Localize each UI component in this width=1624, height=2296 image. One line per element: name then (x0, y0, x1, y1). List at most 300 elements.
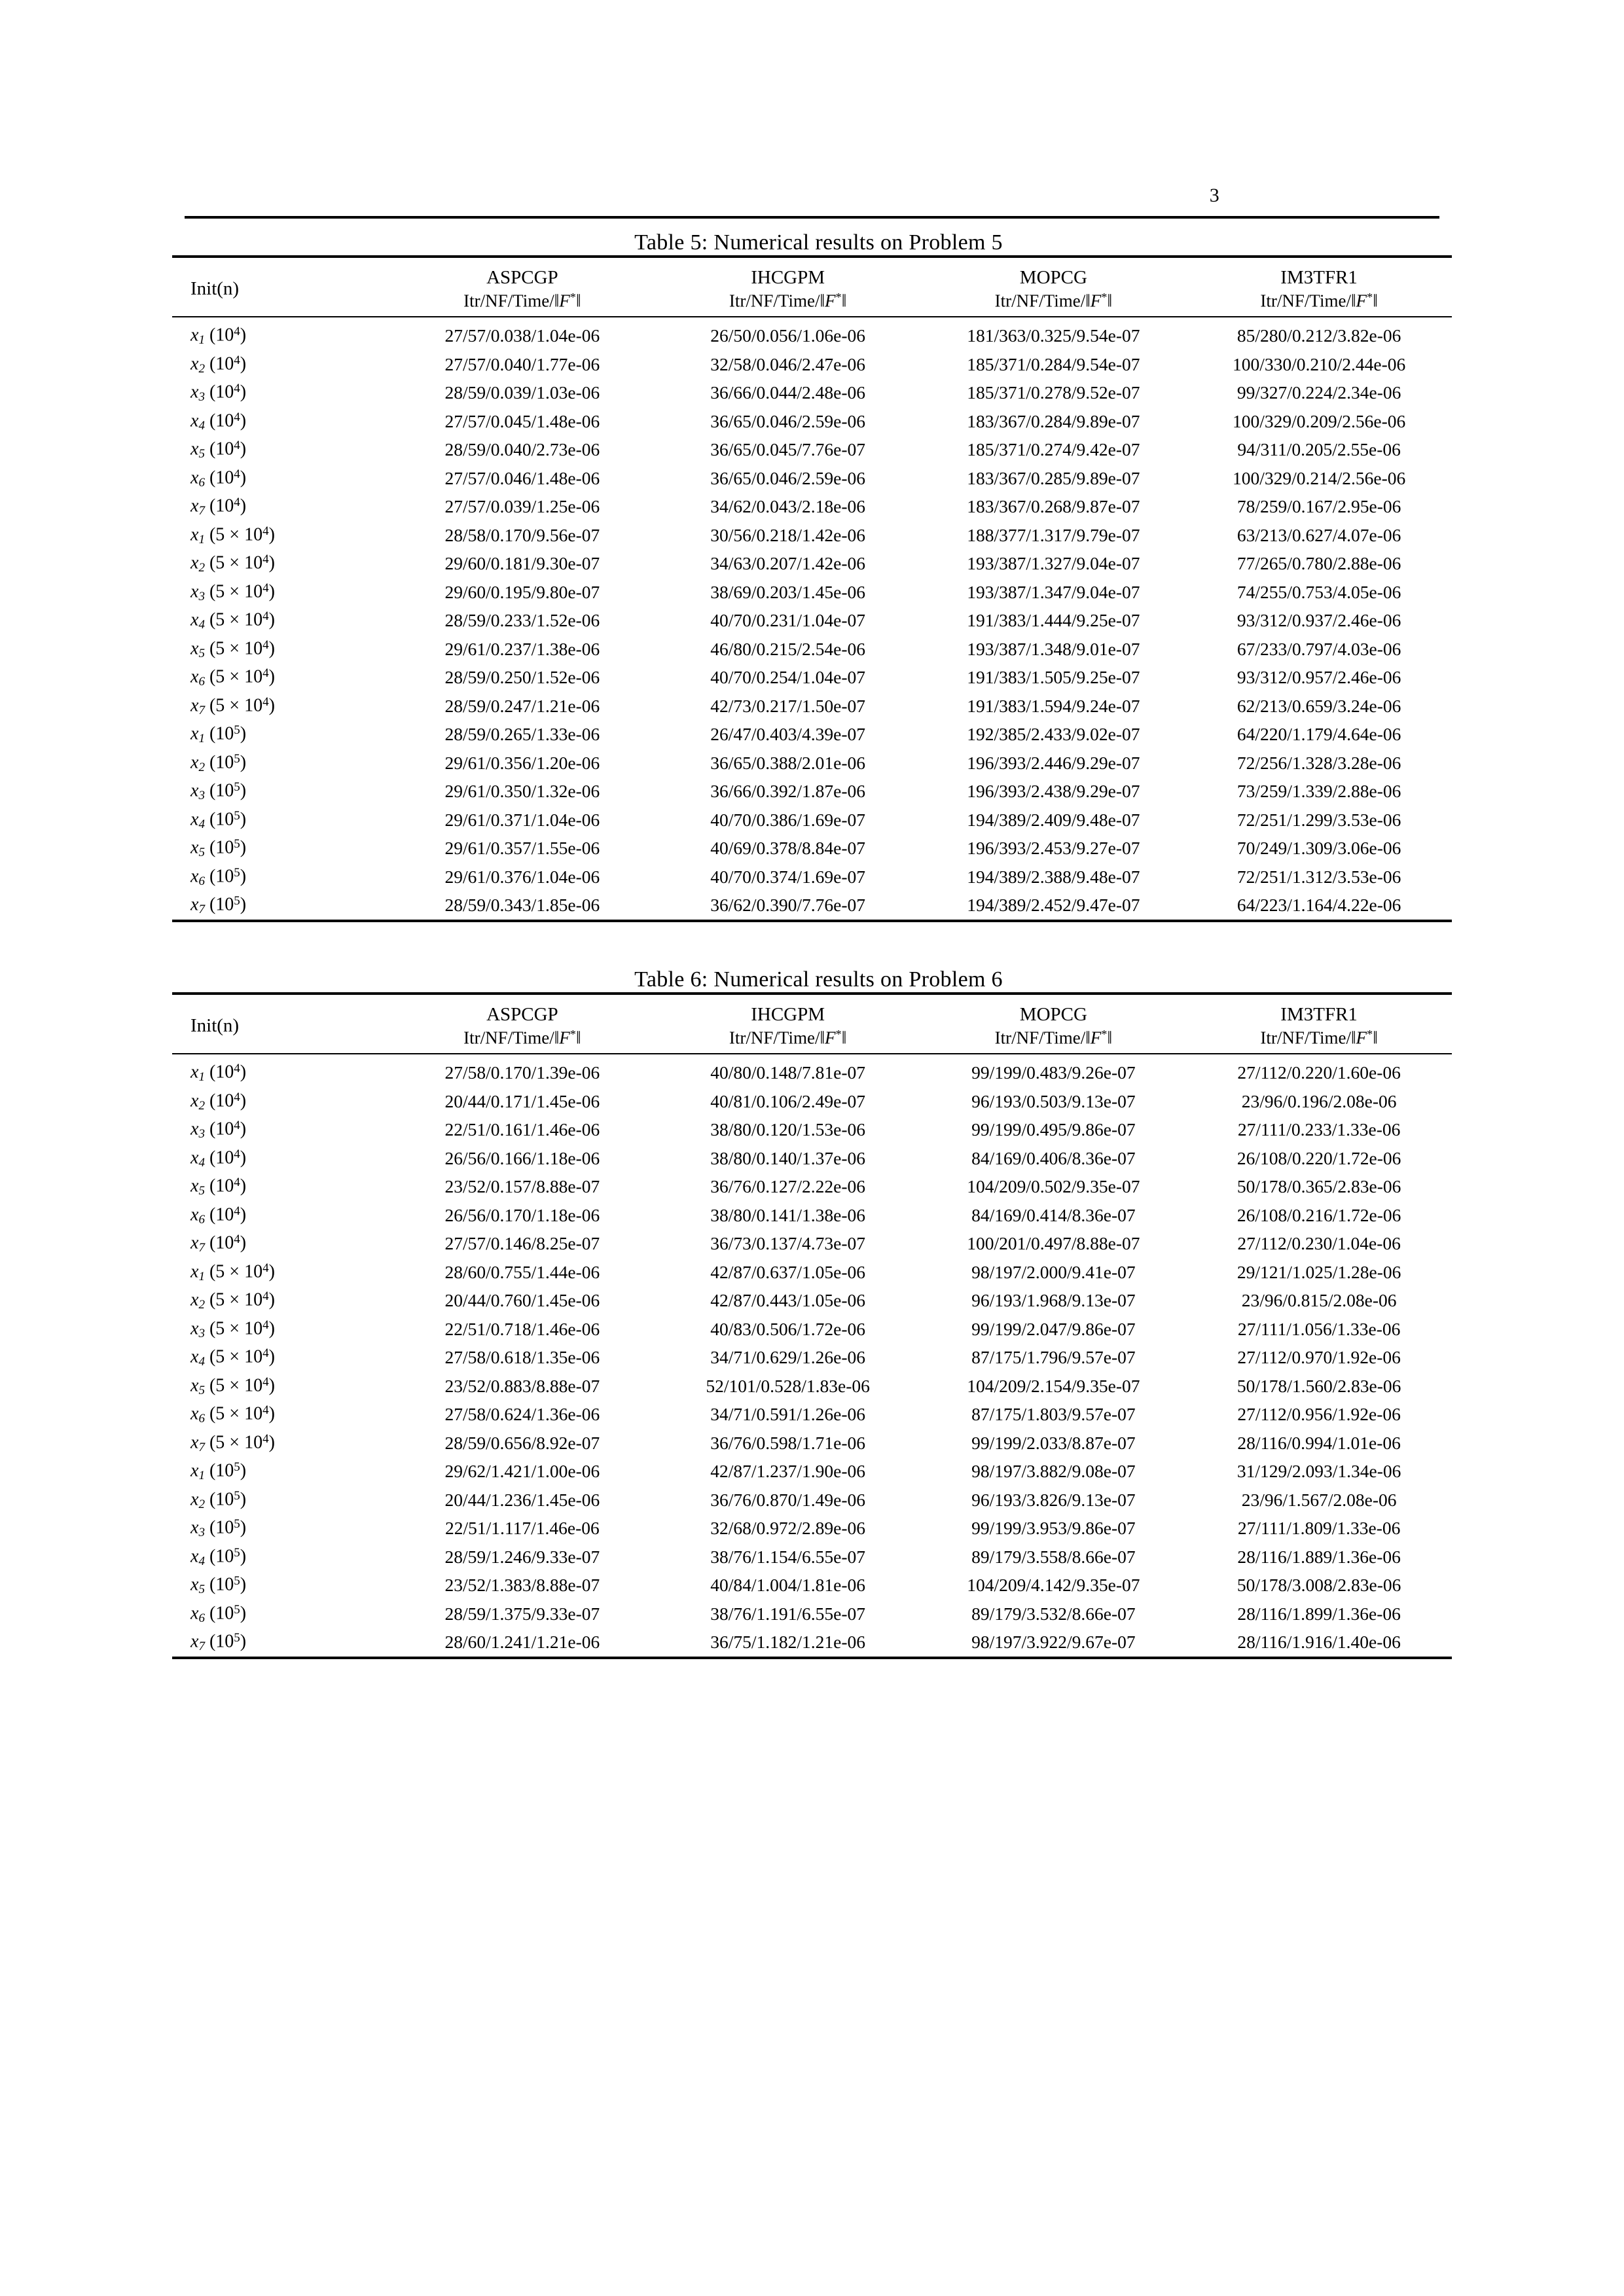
header-row-algorithms (172, 999, 1452, 1026)
table-row (172, 891, 1452, 921)
column-header-aspcgp: ASPCGP (486, 267, 558, 288)
rule-cell (389, 317, 655, 321)
table-5-block (0, 230, 1624, 926)
table-row (172, 806, 1452, 834)
row-label: $x_2$ $(10^4)$ (190, 1090, 247, 1113)
table-row (172, 1172, 1452, 1201)
row-label: $x_1$ $(5 \times 10^4)$ (190, 524, 275, 547)
row-label: $x_7$ $(10^5)$ (190, 1631, 247, 1653)
table-row (172, 1457, 1452, 1486)
row-label: $x_6$ $(10^4)$ (190, 1204, 247, 1227)
column-metric-label: Itr/NF/Time/‖F*‖ (1260, 1028, 1378, 1048)
table-mid-rule (172, 1054, 1452, 1058)
result-cell-aspcgp: 22/51/0.718/1.46e-06 (444, 1318, 600, 1339)
result-cell-aspcgp: 29/60/0.181/9.30e-07 (444, 553, 600, 574)
rule-cell (655, 1658, 921, 1663)
result-cell-aspcgp: 27/57/0.040/1.77e-06 (444, 353, 600, 374)
column-header-mopcg: MOPCG (1019, 267, 1087, 288)
result-cell-aspcgp: 22/51/1.117/1.46e-06 (444, 1518, 600, 1539)
result-cell-ihcgpm: 40/69/0.378/8.84e-07 (710, 838, 866, 859)
table-row (172, 464, 1452, 493)
table-row (172, 492, 1452, 521)
result-cell-mopcg: 196/393/2.453/9.27e-07 (967, 838, 1140, 859)
table-row (172, 1058, 1452, 1087)
result-cell-ihcgpm: 36/65/0.388/2.01e-06 (710, 752, 866, 773)
result-cell-im3tfr1: 100/330/0.210/2.44e-06 (1232, 353, 1406, 374)
result-cell-mopcg: 196/393/2.446/9.29e-07 (967, 752, 1140, 773)
result-cell-aspcgp: 28/60/0.755/1.44e-06 (444, 1261, 600, 1282)
rule-cell (172, 994, 389, 999)
result-cell-ihcgpm: 34/71/0.591/1.26e-06 (710, 1404, 866, 1425)
result-cell-im3tfr1: 94/311/0.205/2.55e-06 (1237, 439, 1401, 460)
result-cell-im3tfr1: 72/251/1.299/3.53e-06 (1236, 809, 1401, 830)
column-header-im3tfr1: IM3TFR1 (1280, 1004, 1358, 1025)
result-cell-mopcg: 196/393/2.438/9.29e-07 (967, 781, 1140, 802)
result-cell-im3tfr1: 67/233/0.797/4.03e-06 (1236, 638, 1401, 659)
result-cell-im3tfr1: 99/327/0.224/2.34e-06 (1236, 382, 1401, 403)
result-cell-ihcgpm: 36/65/0.046/2.59e-06 (710, 467, 866, 488)
result-cell-aspcgp: 23/52/0.157/8.88e-07 (444, 1176, 600, 1197)
result-cell-ihcgpm: 36/76/0.870/1.49e-06 (710, 1489, 866, 1510)
row-label: $x_6$ $(5 \times 10^4)$ (190, 666, 275, 689)
result-cell-mopcg: 98/197/3.922/9.67e-07 (971, 1632, 1136, 1653)
result-cell-im3tfr1: 93/312/0.937/2.46e-06 (1236, 610, 1401, 631)
table-row (172, 749, 1452, 778)
table-row (172, 1571, 1452, 1600)
rule-cell (921, 1054, 1187, 1058)
result-cell-aspcgp: 22/51/0.161/1.46e-06 (444, 1119, 600, 1140)
result-cell-ihcgpm: 40/81/0.106/2.49e-07 (710, 1090, 866, 1111)
result-cell-im3tfr1: 28/116/1.899/1.36e-06 (1237, 1603, 1401, 1624)
table-row (172, 407, 1452, 436)
rule-cell (1186, 1658, 1452, 1663)
rule-cell (172, 257, 389, 262)
result-cell-ihcgpm: 36/76/0.127/2.22e-06 (710, 1176, 866, 1197)
rule-cell (389, 994, 655, 999)
result-cell-mopcg: 104/209/4.142/9.35e-07 (967, 1575, 1140, 1596)
result-cell-ihcgpm: 36/66/0.044/2.48e-06 (710, 382, 866, 403)
result-cell-mopcg: 104/209/0.502/9.35e-07 (967, 1176, 1140, 1197)
table-row (172, 378, 1452, 407)
row-label: $x_3$ $(10^5)$ (190, 1517, 247, 1539)
table-5-wrapper (172, 255, 1452, 926)
result-cell-aspcgp: 23/52/1.383/8.88e-07 (444, 1575, 600, 1596)
row-label: $x_2$ $(10^5)$ (190, 751, 247, 774)
result-cell-aspcgp: 27/57/0.046/1.48e-06 (444, 467, 600, 488)
rule-cell (1186, 317, 1452, 321)
row-label: $x_6$ $(5 \times 10^4)$ (190, 1403, 275, 1426)
rule-cell (172, 1658, 389, 1663)
result-cell-aspcgp: 20/44/0.760/1.45e-06 (444, 1290, 600, 1311)
table-row (172, 834, 1452, 863)
table-row (172, 1600, 1452, 1628)
result-cell-im3tfr1: 74/255/0.753/4.05e-06 (1236, 581, 1401, 602)
row-label: $x_2$ $(5 \times 10^4)$ (190, 1289, 275, 1312)
result-cell-mopcg: 183/367/0.284/9.89e-07 (967, 410, 1140, 431)
table-row (172, 1372, 1452, 1401)
result-cell-im3tfr1: 73/259/1.339/2.88e-06 (1236, 781, 1401, 802)
result-cell-aspcgp: 28/59/1.246/9.33e-07 (444, 1546, 600, 1567)
row-label: $x_1$ $(5 \times 10^4)$ (190, 1261, 275, 1283)
column-header-ihcgpm: IHCGPM (751, 267, 825, 288)
rule-cell (1186, 921, 1452, 926)
table-row (172, 692, 1452, 721)
result-cell-im3tfr1: 27/112/0.220/1.60e-06 (1237, 1062, 1401, 1083)
rule-cell (389, 257, 655, 262)
table-row (172, 1115, 1452, 1144)
column-header-mopcg: MOPCG (1019, 1004, 1087, 1025)
row-label: $x_3$ $(5 \times 10^4)$ (190, 1318, 275, 1340)
row-label: $x_1$ $(10^4)$ (190, 1062, 247, 1084)
result-cell-mopcg: 188/377/1.317/9.79e-07 (967, 524, 1140, 545)
result-cell-ihcgpm: 26/50/0.056/1.06e-06 (710, 325, 866, 346)
result-cell-ihcgpm: 36/62/0.390/7.76e-07 (710, 895, 866, 916)
result-cell-aspcgp: 20/44/1.236/1.45e-06 (444, 1489, 600, 1510)
row-label: $x_2$ $(5 \times 10^4)$ (190, 552, 275, 575)
row-label: $x_4$ $(10^5)$ (190, 808, 247, 831)
table-row (172, 663, 1452, 692)
result-cell-mopcg: 99/199/3.953/9.86e-07 (971, 1518, 1136, 1539)
result-cell-mopcg: 183/367/0.268/9.87e-07 (967, 496, 1140, 517)
result-cell-im3tfr1: 50/178/0.365/2.83e-06 (1236, 1176, 1401, 1197)
column-metric-label: Itr/NF/Time/‖F*‖ (994, 291, 1113, 311)
row-label: $x_2$ $(10^4)$ (190, 353, 247, 376)
row-label: $x_5$ $(10^5)$ (190, 837, 247, 859)
result-cell-aspcgp: 20/44/0.171/1.45e-06 (444, 1090, 600, 1111)
result-cell-aspcgp: 29/61/0.356/1.20e-06 (444, 752, 600, 773)
result-cell-aspcgp: 26/56/0.166/1.18e-06 (444, 1147, 600, 1168)
result-cell-mopcg: 98/197/2.000/9.41e-07 (971, 1261, 1136, 1282)
result-cell-aspcgp: 26/56/0.170/1.18e-06 (444, 1204, 600, 1225)
table-row (172, 1343, 1452, 1372)
result-cell-ihcgpm: 42/87/0.637/1.05e-06 (710, 1261, 866, 1282)
column-metric-label: Itr/NF/Time/‖F*‖ (1260, 291, 1378, 311)
rule-cell (1186, 1054, 1452, 1058)
result-cell-mopcg: 191/383/1.505/9.25e-07 (967, 667, 1140, 688)
table-row (172, 1144, 1452, 1173)
result-cell-mopcg: 84/169/0.406/8.36e-07 (971, 1147, 1136, 1168)
table-row (172, 1400, 1452, 1429)
result-cell-ihcgpm: 46/80/0.215/2.54e-06 (710, 638, 866, 659)
result-cell-mopcg: 99/199/2.047/9.86e-07 (971, 1318, 1136, 1339)
result-cell-aspcgp: 28/59/0.233/1.52e-06 (444, 610, 600, 631)
row-label: $x_7$ $(5 \times 10^4)$ (190, 1431, 275, 1454)
rule-cell (655, 994, 921, 999)
table-row (172, 521, 1452, 550)
result-cell-ihcgpm: 36/73/0.137/4.73e-07 (710, 1233, 866, 1254)
result-cell-ihcgpm: 42/87/0.443/1.05e-06 (710, 1290, 866, 1311)
result-cell-ihcgpm: 40/70/0.374/1.69e-07 (710, 866, 866, 887)
result-cell-im3tfr1: 27/112/0.956/1.92e-06 (1237, 1404, 1401, 1425)
rule-cell (921, 921, 1187, 926)
result-cell-mopcg: 96/193/0.503/9.13e-07 (971, 1090, 1136, 1111)
column-header-aspcgp: ASPCGP (486, 1004, 558, 1025)
row-label: $x_5$ $(10^4)$ (190, 439, 247, 461)
rule-cell (389, 921, 655, 926)
result-cell-mopcg: 181/363/0.325/9.54e-07 (967, 325, 1140, 346)
rule-cell (389, 1658, 655, 1663)
row-label: $x_5$ $(10^4)$ (190, 1175, 247, 1198)
table-row (172, 1315, 1452, 1344)
result-cell-mopcg: 193/387/1.347/9.04e-07 (967, 581, 1140, 602)
result-cell-im3tfr1: 63/213/0.627/4.07e-06 (1236, 524, 1401, 545)
result-cell-ihcgpm: 36/65/0.046/2.59e-06 (710, 410, 866, 431)
result-cell-aspcgp: 28/59/0.265/1.33e-06 (444, 724, 600, 745)
result-cell-ihcgpm: 38/80/0.140/1.37e-06 (710, 1147, 866, 1168)
table-mid-rule (172, 317, 1452, 321)
result-cell-ihcgpm: 34/71/0.629/1.26e-06 (710, 1347, 866, 1368)
table-6 (172, 992, 1452, 1663)
result-cell-ihcgpm: 36/76/0.598/1.71e-06 (710, 1432, 866, 1453)
result-cell-ihcgpm: 38/80/0.141/1.38e-06 (710, 1204, 866, 1225)
table-row (172, 1286, 1452, 1315)
column-header-im3tfr1: IM3TFR1 (1280, 267, 1358, 288)
result-cell-im3tfr1: 26/108/0.216/1.72e-06 (1236, 1204, 1401, 1225)
row-label: $x_1$ $(10^5)$ (190, 1460, 247, 1482)
result-cell-mopcg: 185/371/0.278/9.52e-07 (967, 382, 1140, 403)
result-cell-aspcgp: 29/61/0.237/1.38e-06 (444, 638, 600, 659)
result-cell-ihcgpm: 40/84/1.004/1.81e-06 (710, 1575, 866, 1596)
rule-cell (1186, 257, 1452, 262)
result-cell-aspcgp: 28/59/0.039/1.03e-06 (444, 382, 600, 403)
table-row (172, 1486, 1452, 1515)
result-cell-mopcg: 96/193/1.968/9.13e-07 (971, 1290, 1136, 1311)
row-label: $x_7$ $(10^4)$ (190, 495, 247, 518)
row-label: $x_6$ $(10^5)$ (190, 1602, 247, 1625)
result-cell-ihcgpm: 42/73/0.217/1.50e-07 (710, 695, 866, 716)
result-cell-aspcgp: 28/59/0.343/1.85e-06 (444, 895, 600, 916)
row-label: $x_3$ $(10^4)$ (190, 1119, 247, 1141)
table-5-caption: Table 5: Numerical results on Problem 5 (634, 230, 1003, 255)
row-label: $x_3$ $(10^5)$ (190, 780, 247, 802)
result-cell-im3tfr1: 64/220/1.179/4.64e-06 (1236, 724, 1401, 745)
rule-cell (389, 1054, 655, 1058)
row-label: $x_7$ $(5 \times 10^4)$ (190, 694, 275, 717)
result-cell-aspcgp: 27/58/0.618/1.35e-06 (444, 1347, 600, 1368)
result-cell-mopcg: 194/389/2.388/9.48e-07 (967, 866, 1140, 887)
result-cell-ihcgpm: 40/70/0.254/1.04e-07 (710, 667, 866, 688)
column-header-init: Init(n) (190, 278, 240, 300)
result-cell-im3tfr1: 93/312/0.957/2.46e-06 (1236, 667, 1401, 688)
column-metric-label: Itr/NF/Time/‖F*‖ (463, 291, 581, 311)
result-cell-aspcgp: 29/61/0.376/1.04e-06 (444, 866, 600, 887)
rule-cell (921, 1658, 1187, 1663)
table-row (172, 321, 1452, 350)
result-cell-mopcg: 89/179/3.532/8.66e-07 (971, 1603, 1136, 1624)
rule-cell (921, 257, 1187, 262)
column-header-init: Init(n) (190, 1015, 240, 1037)
result-cell-mopcg: 183/367/0.285/9.89e-07 (967, 467, 1140, 488)
result-cell-im3tfr1: 28/116/0.994/1.01e-06 (1237, 1432, 1401, 1453)
row-label: $x_1$ $(10^4)$ (190, 325, 247, 347)
result-cell-im3tfr1: 50/178/3.008/2.83e-06 (1236, 1575, 1401, 1596)
result-cell-aspcgp: 28/59/1.375/9.33e-07 (444, 1603, 600, 1624)
result-cell-im3tfr1: 70/249/1.309/3.06e-06 (1236, 838, 1401, 859)
result-cell-im3tfr1: 27/112/0.230/1.04e-06 (1237, 1233, 1401, 1254)
row-label: $x_2$ $(10^5)$ (190, 1488, 247, 1511)
result-cell-mopcg: 99/199/2.033/8.87e-07 (971, 1432, 1136, 1453)
result-cell-im3tfr1: 64/223/1.164/4.22e-06 (1236, 895, 1401, 916)
table-top-rule (172, 994, 1452, 999)
result-cell-im3tfr1: 72/251/1.312/3.53e-06 (1236, 866, 1401, 887)
rule-cell (921, 994, 1187, 999)
result-cell-im3tfr1: 85/280/0.212/3.82e-06 (1236, 325, 1401, 346)
result-cell-mopcg: 84/169/0.414/8.36e-07 (971, 1204, 1136, 1225)
row-label: $x_4$ $(10^5)$ (190, 1545, 247, 1568)
row-label: $x_5$ $(10^5)$ (190, 1574, 247, 1596)
row-label: $x_7$ $(10^5)$ (190, 894, 247, 916)
result-cell-mopcg: 193/387/1.327/9.04e-07 (967, 553, 1140, 574)
header-row-algorithms (172, 262, 1452, 289)
result-cell-ihcgpm: 38/80/0.120/1.53e-06 (710, 1119, 866, 1140)
result-cell-aspcgp: 27/58/0.170/1.39e-06 (444, 1062, 600, 1083)
result-cell-aspcgp: 28/59/0.040/2.73e-06 (444, 439, 600, 460)
column-metric-label: Itr/NF/Time/‖F*‖ (463, 1028, 581, 1048)
rule-cell (1186, 994, 1452, 999)
rule-cell (655, 1054, 921, 1058)
result-cell-mopcg: 194/389/2.452/9.47e-07 (967, 895, 1140, 916)
result-cell-im3tfr1: 27/111/1.809/1.33e-06 (1237, 1518, 1401, 1539)
result-cell-aspcgp: 27/57/0.039/1.25e-06 (444, 496, 600, 517)
result-cell-ihcgpm: 40/80/0.148/7.81e-07 (710, 1062, 866, 1083)
result-cell-mopcg: 193/387/1.348/9.01e-07 (967, 638, 1140, 659)
table-row (172, 549, 1452, 578)
table-row (172, 1201, 1452, 1230)
row-label: $x_4$ $(5 \times 10^4)$ (190, 609, 275, 632)
table-row (172, 863, 1452, 891)
row-label: $x_5$ $(5 \times 10^4)$ (190, 637, 275, 660)
row-label: $x_4$ $(5 \times 10^4)$ (190, 1346, 275, 1369)
result-cell-im3tfr1: 27/112/0.970/1.92e-06 (1237, 1347, 1401, 1368)
result-cell-im3tfr1: 27/111/0.233/1.33e-06 (1237, 1119, 1401, 1140)
result-cell-mopcg: 87/175/1.803/9.57e-07 (971, 1404, 1136, 1425)
result-cell-aspcgp: 28/58/0.170/9.56e-07 (444, 524, 600, 545)
result-cell-aspcgp: 27/58/0.624/1.36e-06 (444, 1404, 600, 1425)
row-label: $x_6$ $(10^5)$ (190, 865, 247, 888)
result-cell-ihcgpm: 30/56/0.218/1.42e-06 (710, 524, 866, 545)
column-metric-label: Itr/NF/Time/‖F*‖ (729, 1028, 847, 1048)
row-label: $x_1$ $(10^5)$ (190, 723, 247, 745)
result-cell-mopcg: 99/199/0.483/9.26e-07 (971, 1062, 1136, 1083)
result-cell-mopcg: 87/175/1.796/9.57e-07 (971, 1347, 1136, 1368)
result-cell-aspcgp: 29/62/1.421/1.00e-06 (444, 1461, 600, 1482)
result-cell-im3tfr1: 26/108/0.220/1.72e-06 (1236, 1147, 1401, 1168)
rule-cell (172, 921, 389, 926)
result-cell-aspcgp: 29/60/0.195/9.80e-07 (444, 581, 600, 602)
result-cell-im3tfr1: 27/111/1.056/1.33e-06 (1237, 1318, 1401, 1339)
row-label: $x_6$ $(10^4)$ (190, 467, 247, 490)
result-cell-aspcgp: 27/57/0.045/1.48e-06 (444, 410, 600, 431)
table-row (172, 1514, 1452, 1543)
result-cell-ihcgpm: 34/62/0.043/2.18e-06 (710, 496, 866, 517)
table-bottom-rule (172, 1658, 1452, 1663)
column-metric-label: Itr/NF/Time/‖F*‖ (994, 1028, 1113, 1048)
result-cell-ihcgpm: 32/58/0.046/2.47e-06 (710, 353, 866, 374)
table-5 (172, 255, 1452, 926)
result-cell-mopcg: 96/193/3.826/9.13e-07 (971, 1489, 1136, 1510)
table-row (172, 1429, 1452, 1458)
result-cell-ihcgpm: 34/63/0.207/1.42e-06 (710, 553, 866, 574)
result-cell-ihcgpm: 52/101/0.528/1.83e-06 (706, 1375, 870, 1396)
result-cell-ihcgpm: 40/83/0.506/1.72e-06 (710, 1318, 866, 1339)
result-cell-mopcg: 98/197/3.882/9.08e-07 (971, 1461, 1136, 1482)
result-cell-im3tfr1: 72/256/1.328/3.28e-06 (1236, 752, 1401, 773)
table-row (172, 1543, 1452, 1571)
row-label: $x_4$ $(10^4)$ (190, 1147, 247, 1170)
header-rule (185, 216, 1439, 219)
result-cell-aspcgp: 27/57/0.146/8.25e-07 (444, 1233, 600, 1254)
table-row (172, 1229, 1452, 1258)
row-label: $x_5$ $(5 \times 10^4)$ (190, 1374, 275, 1397)
result-cell-ihcgpm: 26/47/0.403/4.39e-07 (710, 724, 866, 745)
result-cell-mopcg: 104/209/2.154/9.35e-07 (967, 1375, 1140, 1396)
result-cell-ihcgpm: 38/76/1.154/6.55e-07 (710, 1546, 866, 1567)
result-cell-ihcgpm: 40/70/0.231/1.04e-07 (710, 610, 866, 631)
result-cell-mopcg: 185/371/0.274/9.42e-07 (967, 439, 1140, 460)
table-row (172, 1087, 1452, 1116)
result-cell-aspcgp: 29/61/0.350/1.32e-06 (444, 781, 600, 802)
table-row (172, 435, 1452, 464)
result-cell-ihcgpm: 36/75/1.182/1.21e-06 (710, 1632, 866, 1653)
result-cell-ihcgpm: 32/68/0.972/2.89e-06 (710, 1518, 866, 1539)
result-cell-aspcgp: 23/52/0.883/8.88e-07 (444, 1375, 600, 1396)
result-cell-mopcg: 191/383/1.444/9.25e-07 (967, 610, 1140, 631)
result-cell-im3tfr1: 100/329/0.209/2.56e-06 (1232, 410, 1406, 431)
result-cell-im3tfr1: 23/96/0.815/2.08e-06 (1241, 1290, 1397, 1311)
result-cell-aspcgp: 28/59/0.656/8.92e-07 (444, 1432, 600, 1453)
rule-cell (655, 921, 921, 926)
table-row (172, 578, 1452, 607)
result-cell-mopcg: 194/389/2.409/9.48e-07 (967, 809, 1140, 830)
table-row (172, 720, 1452, 749)
result-cell-aspcgp: 27/57/0.038/1.04e-06 (444, 325, 600, 346)
result-cell-ihcgpm: 42/87/1.237/1.90e-06 (710, 1461, 866, 1482)
rule-cell (172, 317, 389, 321)
result-cell-im3tfr1: 100/329/0.214/2.56e-06 (1232, 467, 1406, 488)
result-cell-im3tfr1: 31/129/2.093/1.34e-06 (1236, 1461, 1401, 1482)
result-cell-im3tfr1: 28/116/1.889/1.36e-06 (1237, 1546, 1401, 1567)
result-cell-ihcgpm: 36/66/0.392/1.87e-06 (710, 781, 866, 802)
result-cell-aspcgp: 28/59/0.250/1.52e-06 (444, 667, 600, 688)
result-cell-aspcgp: 28/59/0.247/1.21e-06 (444, 695, 600, 716)
result-cell-aspcgp: 29/61/0.371/1.04e-06 (444, 809, 600, 830)
table-row (172, 1628, 1452, 1658)
rule-cell (172, 1054, 389, 1058)
column-metric-label: Itr/NF/Time/‖F*‖ (729, 291, 847, 311)
table-row (172, 777, 1452, 806)
rule-cell (655, 317, 921, 321)
result-cell-im3tfr1: 62/213/0.659/3.24e-06 (1236, 695, 1401, 716)
rule-cell (655, 257, 921, 262)
result-cell-im3tfr1: 77/265/0.780/2.88e-06 (1236, 553, 1401, 574)
table-6-block (0, 967, 1624, 1663)
row-label: $x_3$ $(5 \times 10^4)$ (190, 581, 275, 603)
result-cell-im3tfr1: 28/116/1.916/1.40e-06 (1237, 1632, 1401, 1653)
result-cell-mopcg: 185/371/0.284/9.54e-07 (967, 353, 1140, 374)
table-row (172, 635, 1452, 664)
column-header-ihcgpm: IHCGPM (751, 1004, 825, 1025)
result-cell-mopcg: 100/201/0.497/8.88e-07 (967, 1233, 1140, 1254)
table-top-rule (172, 257, 1452, 262)
row-label: $x_7$ $(10^4)$ (190, 1232, 247, 1255)
table-row (172, 1258, 1452, 1287)
row-label: $x_3$ $(10^4)$ (190, 382, 247, 404)
result-cell-aspcgp: 29/61/0.357/1.55e-06 (444, 838, 600, 859)
result-cell-ihcgpm: 38/76/1.191/6.55e-07 (710, 1603, 866, 1624)
table-row (172, 606, 1452, 635)
result-cell-im3tfr1: 23/96/1.567/2.08e-06 (1241, 1489, 1397, 1510)
page-number: 3 (1209, 185, 1219, 206)
